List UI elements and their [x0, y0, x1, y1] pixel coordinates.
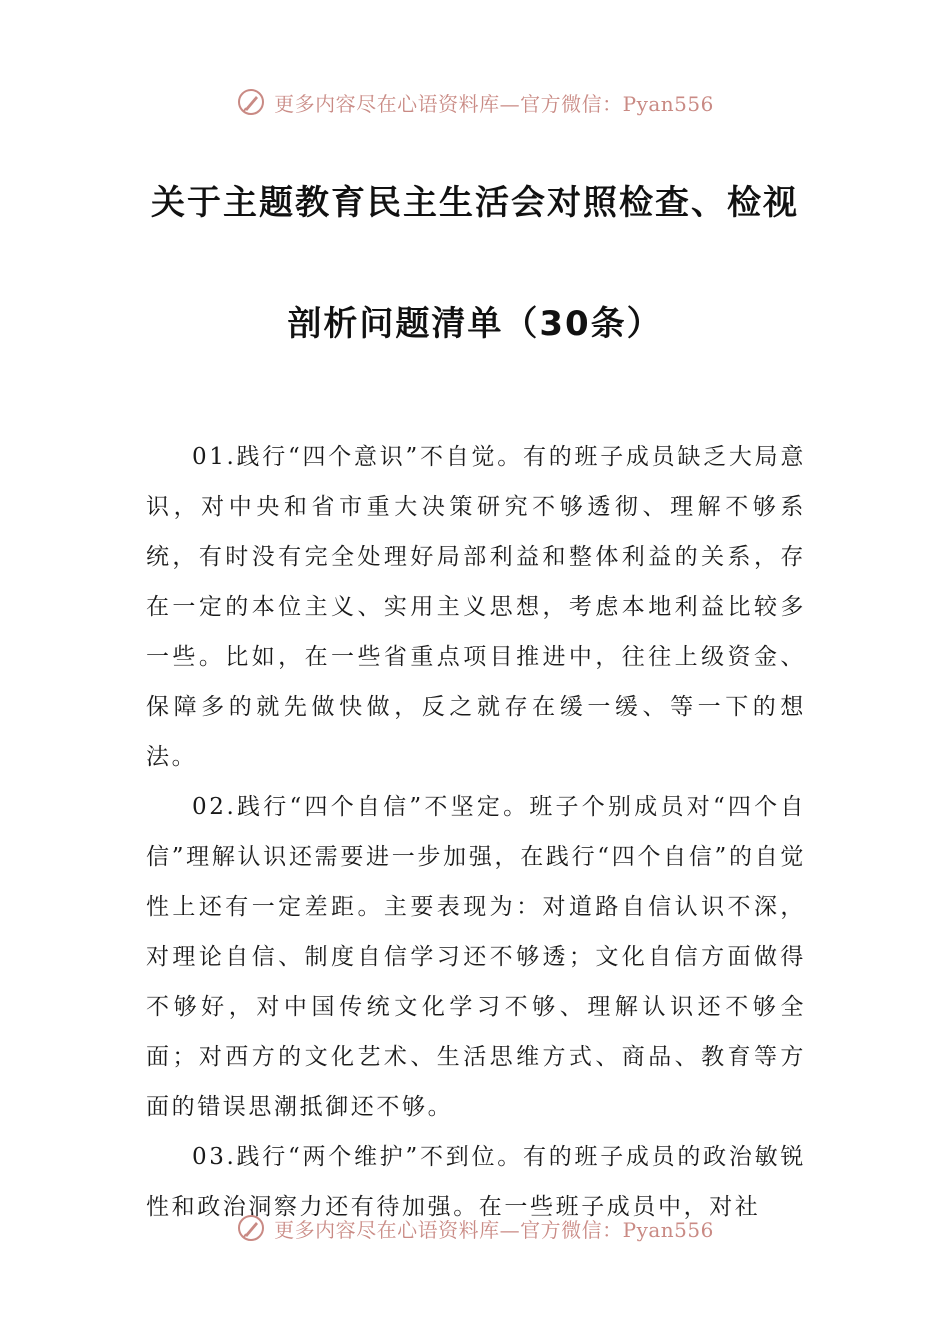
watermark-text: 更多内容尽在心语资料库—官方微信：Pyan556	[274, 1217, 714, 1242]
watermark-text: 更多内容尽在心语资料库—官方微信：Pyan556	[274, 91, 714, 116]
page-title-line-1: 关于主题教育民主生活会对照检查、检视	[151, 183, 799, 223]
paragraph-1: 01.践行“四个意识”不自觉。有的班子成员缺乏大局意识，对中央和省市重大决策研究不够透彻、理解不够系统，有时没有完全处理好局部利益和整体利益的关系，存在一定的本位主义、实用主义思想，考虑本地利益比较多一些。比如，在一些省重点项目推进中，往往上级资金、保障多的就先做快做，反之就存在缓一缓、等一下的想法。	[146, 444, 806, 770]
paragraph-3: 03.践行“两个维护”不到位。有的班子成员的政治敏锐性和政治洞察力还有待加强。在一些班子成员中，对社	[146, 1144, 806, 1220]
watermark-footer	[0, 1208, 950, 1248]
document-body	[146, 432, 806, 1232]
watermark-header	[0, 82, 950, 122]
quill-logo-icon	[236, 87, 266, 117]
paragraph-2: 02.践行“四个自信”不坚定。班子个别成员对“四个自信”理解认识还需要进一步加强，在践行“四个自信”的自觉性上还有一定差距。主要表现为：对道路自信认识不深，对理论自信、制度自信学习还不够透；文化自信方面做得不够好，对中国传统文化学习不够、理解认识还不够全面；对西方的文化艺术、生活思维方式、商品、教育等方面的错误思潮抵御还不够。	[146, 794, 806, 1120]
quill-logo-icon	[236, 1213, 266, 1243]
page-title-line-2: 剖析问题清单（30条）	[287, 304, 663, 344]
